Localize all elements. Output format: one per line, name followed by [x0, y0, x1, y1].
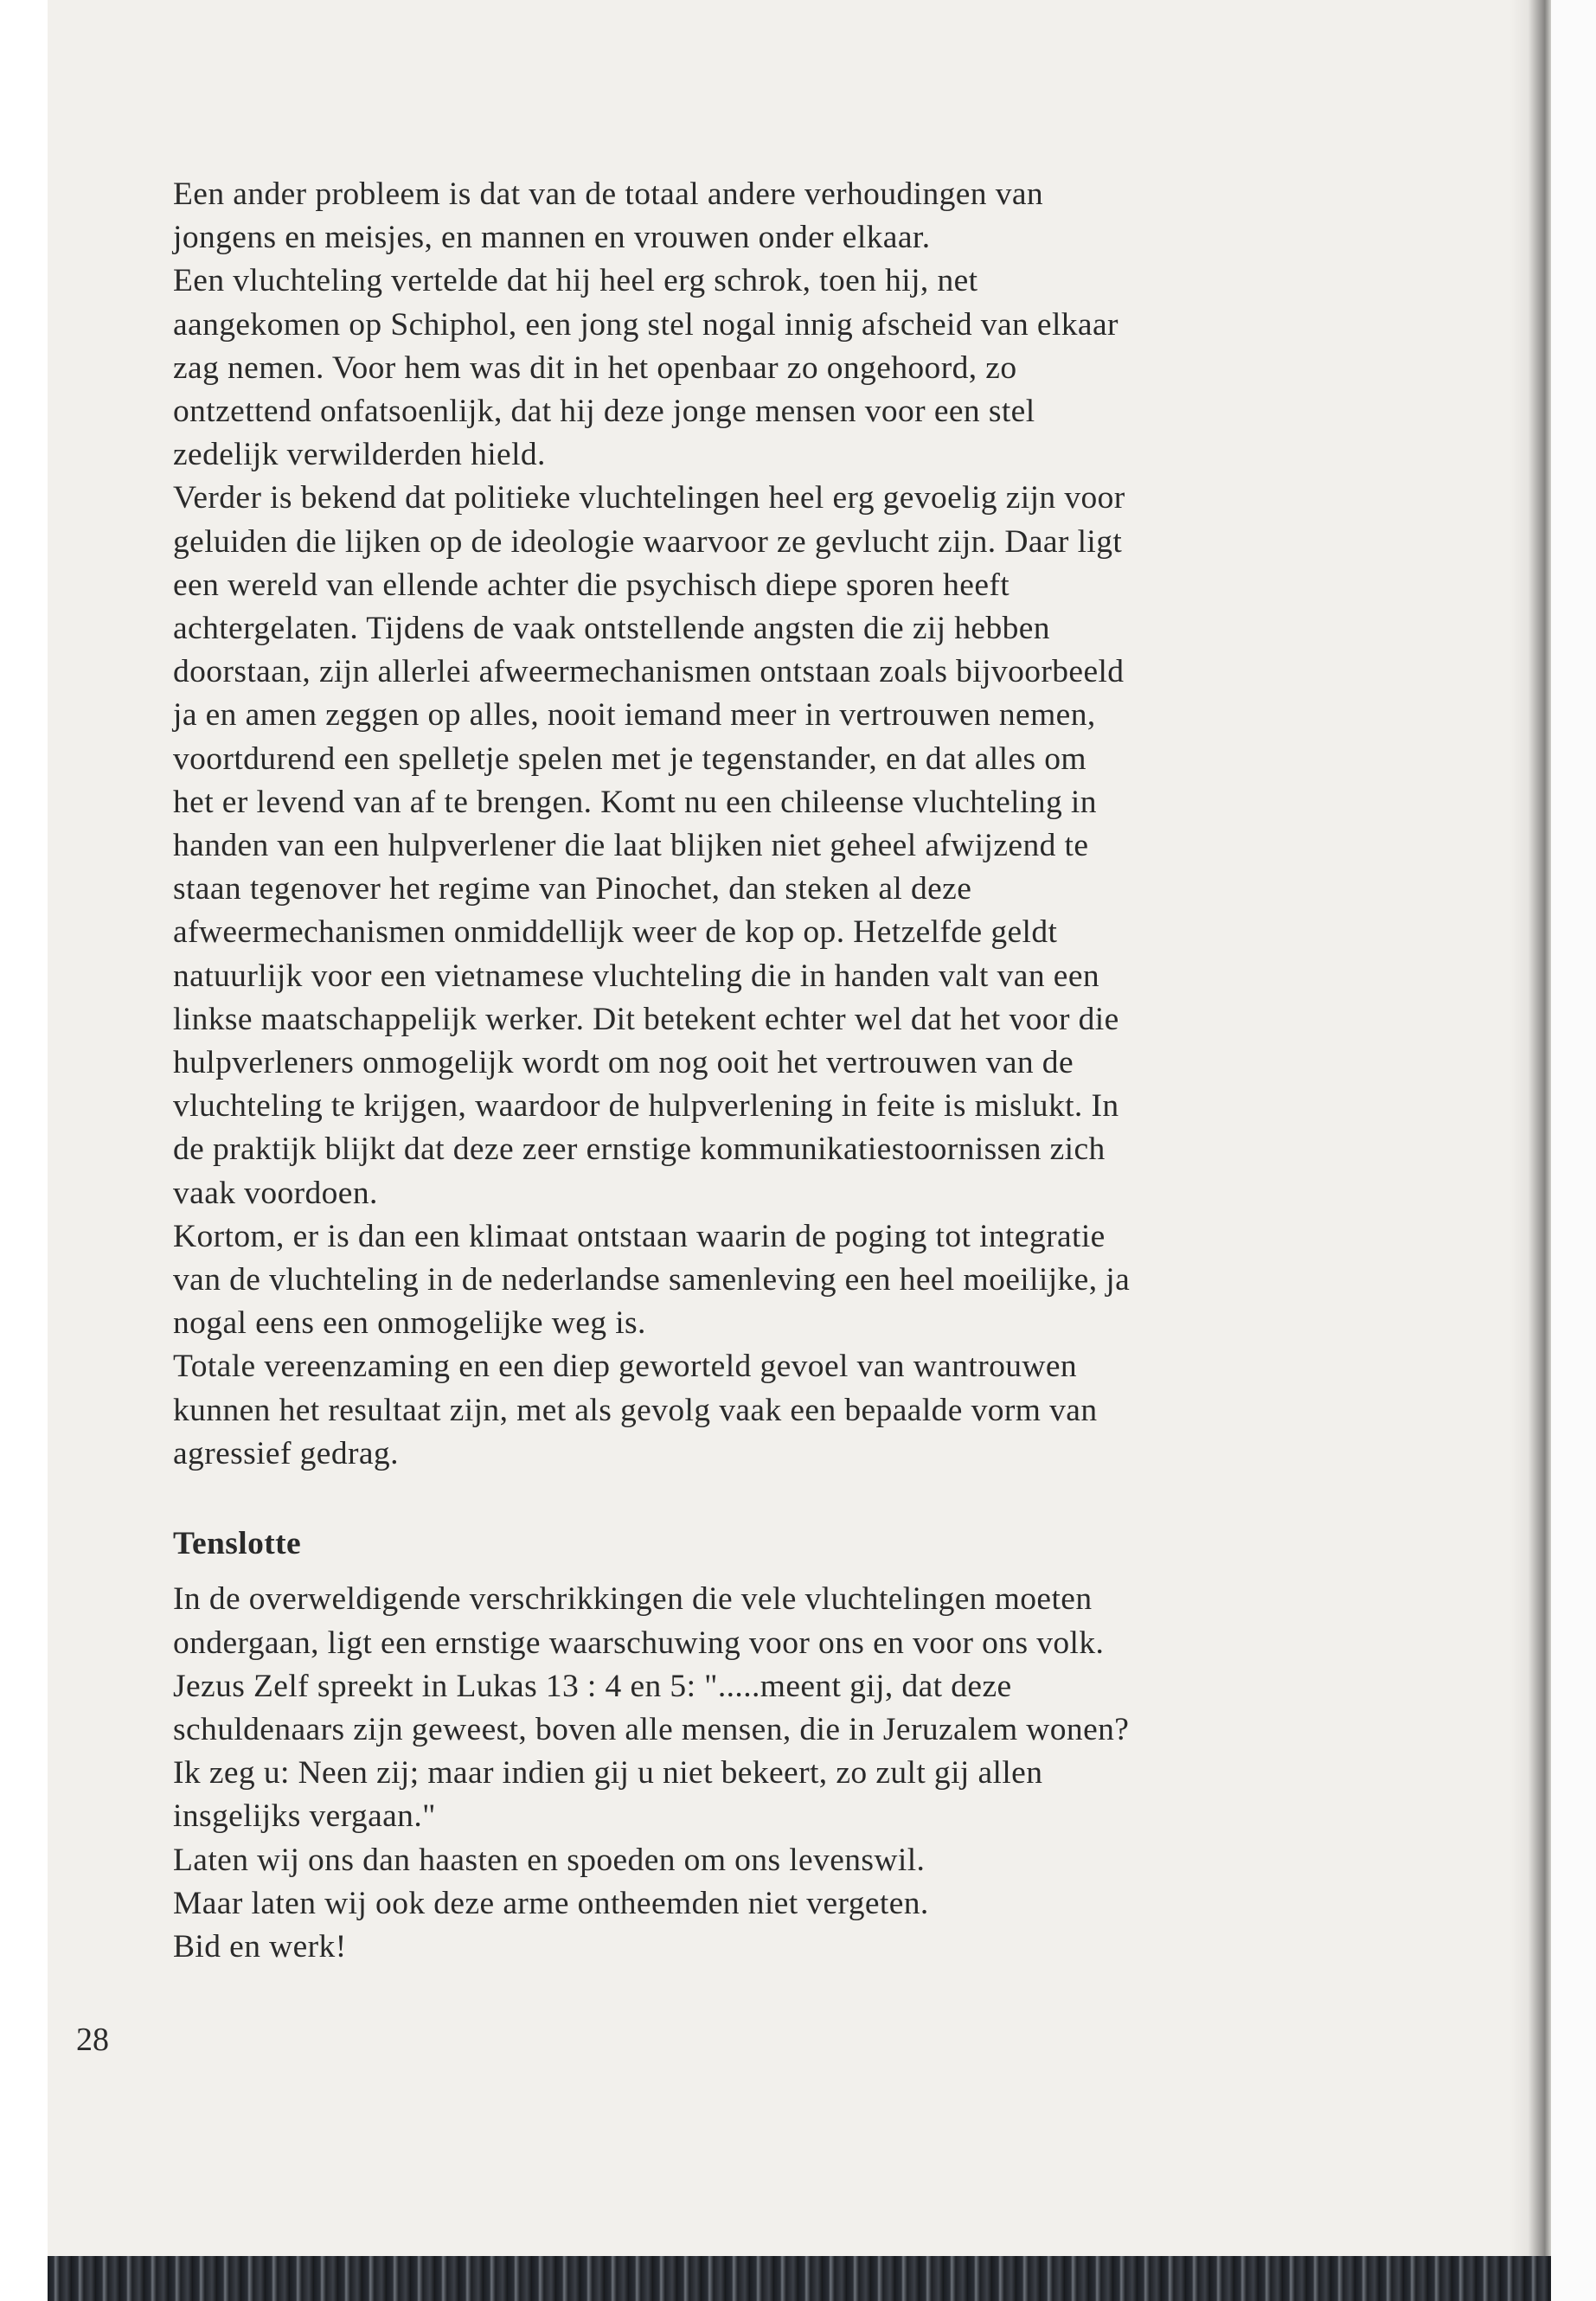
text-line: handen van een hulpverlener die laat blijken niet geheel afwijzend te	[173, 828, 1089, 864]
text-line: Maar laten wij ook deze arme ontheemden niet vergeten.	[173, 1885, 929, 1921]
text-line: zag nemen. Voor hem was dit in het openbaar zo ongehoord, zo	[173, 349, 1017, 386]
text-line: agressief gedrag.	[173, 1435, 399, 1471]
text-line: van de vluchteling in de nederlandse samenleving een heel moeilijke, ja	[173, 1262, 1131, 1298]
text-line: jongens en meisjes, en mannen en vrouwen onder elkaar.	[173, 220, 931, 256]
text-line: afweermechanismen onmiddellijk weer de kop op. Hetzelfde geldt	[173, 914, 1058, 951]
text-line: geluiden die lijken op de ideologie waarvoor ze gevlucht zijn. Daar ligt	[173, 523, 1123, 560]
scan-margin	[1551, 0, 1596, 2301]
text-line: Een vluchteling vertelde dat hij heel erg schrok, toen hij, net	[173, 263, 978, 299]
page-number: 28	[76, 2022, 109, 2058]
text-line: Bid en werk!	[173, 1928, 347, 1965]
text-line: staan tegenover het regime van Pinochet, dan steken al deze	[173, 871, 972, 907]
text-line: Laten wij ons dan haasten en spoeden om ons levenswil.	[173, 1842, 926, 1878]
scan-bottom-strip	[48, 2256, 1551, 2301]
text-line: nogal eens een onmogelijke weg is.	[173, 1305, 646, 1342]
text-line: natuurlijk voor een vietnamese vluchteling die in handen valt van een	[173, 958, 1100, 994]
text-line: Ik zeg u: Neen zij; maar indien gij u niet bekeert, zo zult gij allen	[173, 1755, 1043, 1791]
text-line: een wereld van ellende achter die psychisch diepe sporen heeft	[173, 567, 1010, 603]
text-line: vaak voordoen.	[173, 1175, 378, 1211]
text-line: Jezus Zelf spreekt in Lukas 13 : 4 en 5: ".....meent gij, dat deze	[173, 1668, 1012, 1704]
page-text	[173, 173, 1427, 1969]
text-line: Totale vereenzaming en een diep geworteld gevoel van wantrouwen	[173, 1349, 1078, 1385]
text-line: de praktijk blijkt dat deze zeer ernstige kommunikatiestoornissen zich	[173, 1131, 1106, 1168]
text-line: Kortom, er is dan een klimaat ontstaan waarin de poging tot integratie	[173, 1218, 1106, 1254]
text-line: voortdurend een spelletje spelen met je tegenstander, en dat alles om	[173, 740, 1086, 777]
text-line: In de overweldigende verschrikkingen die vele vluchtelingen moeten	[173, 1581, 1093, 1618]
text-line: kunnen het resultaat zijn, met als gevolg vaak een bepaalde vorm van	[173, 1392, 1098, 1428]
text-line: het er levend van af te brengen. Komt nu een chileense vluchteling in	[173, 784, 1097, 820]
text-line: aangekomen op Schiphol, een jong stel nogal innig afscheid van elkaar	[173, 306, 1118, 343]
text-line: schuldenaars zijn geweest, boven alle mensen, die in Jeruzalem wonen?	[173, 1711, 1130, 1747]
text-line: vluchteling te krijgen, waardoor de hulpverlening in feite is mislukt. In	[173, 1088, 1119, 1125]
text-line: Een ander probleem is dat van de totaal andere verhoudingen van	[173, 176, 1044, 212]
text-line: hulpverleners onmogelijk wordt om nog ooit het vertrouwen van de	[173, 1045, 1074, 1081]
text-line: Verder is bekend dat politieke vluchtelingen heel erg gevoelig zijn voor	[173, 480, 1125, 516]
binding-shadow	[1509, 0, 1551, 2301]
text-line: achtergelaten. Tijdens de vaak ontstellende angsten die zij hebben	[173, 611, 1050, 647]
text-line: zedelijk verwilderden hield.	[173, 437, 546, 473]
body-paragraphs	[173, 173, 1427, 1476]
text-line: insgelijks vergaan."	[173, 1798, 436, 1835]
text-line: doorstaan, zijn allerlei afweermechanismen ontstaan zoals bijvoorbeeld	[173, 654, 1125, 690]
text-line: ontzettend onfatsoenlijk, dat hij deze jonge mensen voor een stel	[173, 394, 1035, 430]
text-line: ja en amen zeggen op alles, nooit iemand meer in vertrouwen nemen,	[173, 697, 1096, 734]
text-line: linkse maatschappelijk werker. Dit betekent echter wel dat het voor die	[173, 1001, 1119, 1037]
section-heading: Tenslotte	[173, 1526, 302, 1562]
section-paragraphs	[173, 1578, 1427, 1969]
text-line: ondergaan, ligt een ernstige waarschuwing voor ons en voor ons volk.	[173, 1625, 1105, 1661]
